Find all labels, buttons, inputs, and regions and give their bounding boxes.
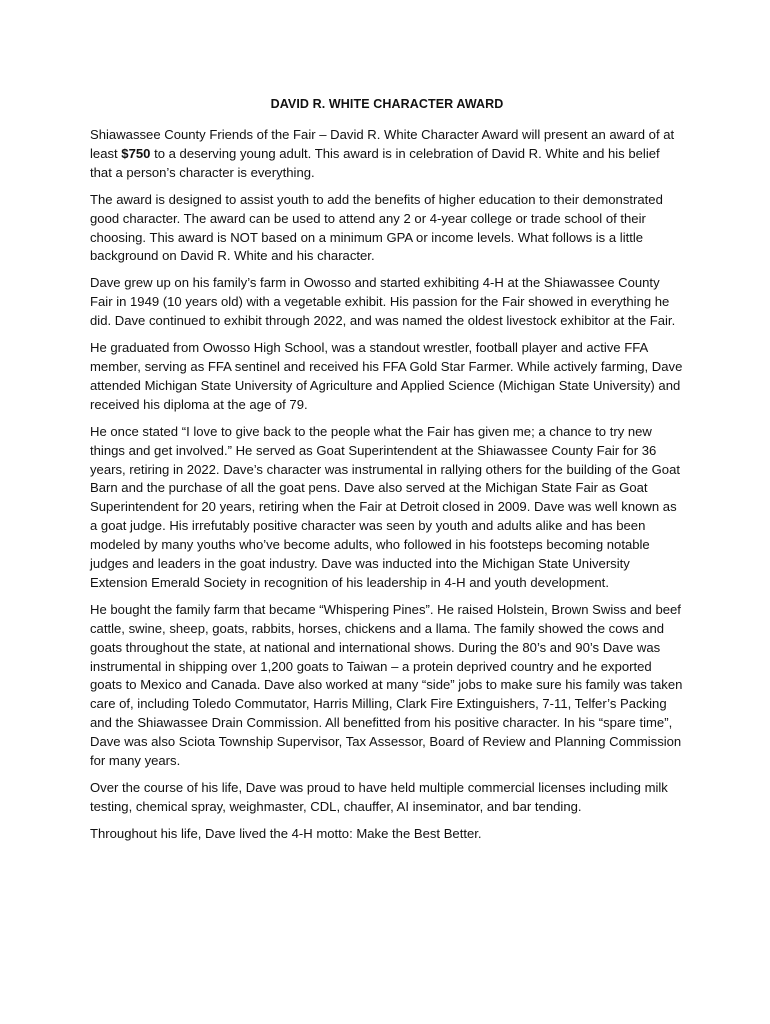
paragraph-early-life: Dave grew up on his family’s farm in Owosso and started exhibiting 4-H at the Shiawassee County Fair in 1949 (10 years old) with a vegetable exhibit. His passion for the Fair showed in everything he did. Dave continued to exhibit through 2022, and was named the oldest livestock exhibitor at the Fair. xyxy=(90,275,676,329)
intro-text-before: Shiawassee County Friends of the Fair – David R. White Character Award will present an award of at least xyxy=(90,127,675,161)
intro-paragraph xyxy=(90,126,684,183)
paragraph-award-purpose: The award is designed to assist youth to add the benefits of higher education to their demonstrated good character. The award can be used to attend any 2 or 4-year college or trade school of their choosing. This award is NOT based on a minimum GPA or income levels. What follows is a little background on David R. White and his character. xyxy=(90,191,663,264)
document-page xyxy=(90,96,684,852)
award-amount: $750 xyxy=(121,145,151,161)
paragraph-licenses: Over the course of his life, Dave was proud to have held multiple commercial licenses including milk testing, chemical spray, weighmaster, CDL, chauffer, AI inseminator, and bar tending. xyxy=(90,780,668,814)
intro-text-after: to a deserving young adult. This award is in celebration of David R. White and his belief that a person’s character is everything. xyxy=(90,145,660,180)
paragraph-goat-superintendent: He once stated “I love to give back to the people what the Fair has given me; a chance to try new things and get involved.” He served as Goat Superintendent at the Shiawassee County Fair for 36 years, retiring in 2022. Dave’s character was instrumental in rallying others for the building of the Goat Barn and the purchase of all the goat pens. Dave also served at the Michigan State Fair as Goat Superintendent for 20 years, retiring when the Fair at Detroit closed in 2009. Dave was well known as a goat judge. His irrefutably positive character was seen by youth and adults alike and has been modeled by many youths who’ve become adults, who followed in his footsteps becoming notable judges and leaders in the goat industry. Dave was inducted into the Michigan State University Extension Emerald Society in recognition of his leadership in 4-H and youth development. xyxy=(90,423,681,590)
paragraph-family-farm: He bought the family farm that became “Whispering Pines”. He raised Holstein, Brown Swiss and beef cattle, swine, sheep, goats, rabbits, horses, chickens and a llama. The family showed the cows and goats throughout the state, at national and international shows. During the 80’s and 90’s Dave was instrumental in shipping over 1,200 goats to Taiwan – a protein deprived country and he exported goats to Mexico and Canada. Dave also worked at many “side” jobs to make sure his family was taken care of, including Toledo Commutator, Harris Milling, Clark Fire Extinguishers, 7-11, Telfer’s Packing and the Shiawassee Drain Commission. All benefitted from his positive character. In his “spare time”, Dave was also Sciota Township Supervisor, Tax Assessor, Board of Review and Planning Commission for many years. xyxy=(90,601,683,769)
paragraph-motto: Throughout his life, Dave lived the 4-H motto: Make the Best Better. xyxy=(90,825,482,841)
document-title: DAVID R. WHITE CHARACTER AWARD xyxy=(270,97,504,111)
paragraph-education: He graduated from Owosso High School, was a standout wrestler, football player and active FFA member, serving as FFA sentinel and received his FFA Gold Star Farmer. While actively farming, Dave attended Michigan State University of Agriculture and Applied Science (Michigan State University) and received his diploma at the age of 79. xyxy=(90,340,683,412)
